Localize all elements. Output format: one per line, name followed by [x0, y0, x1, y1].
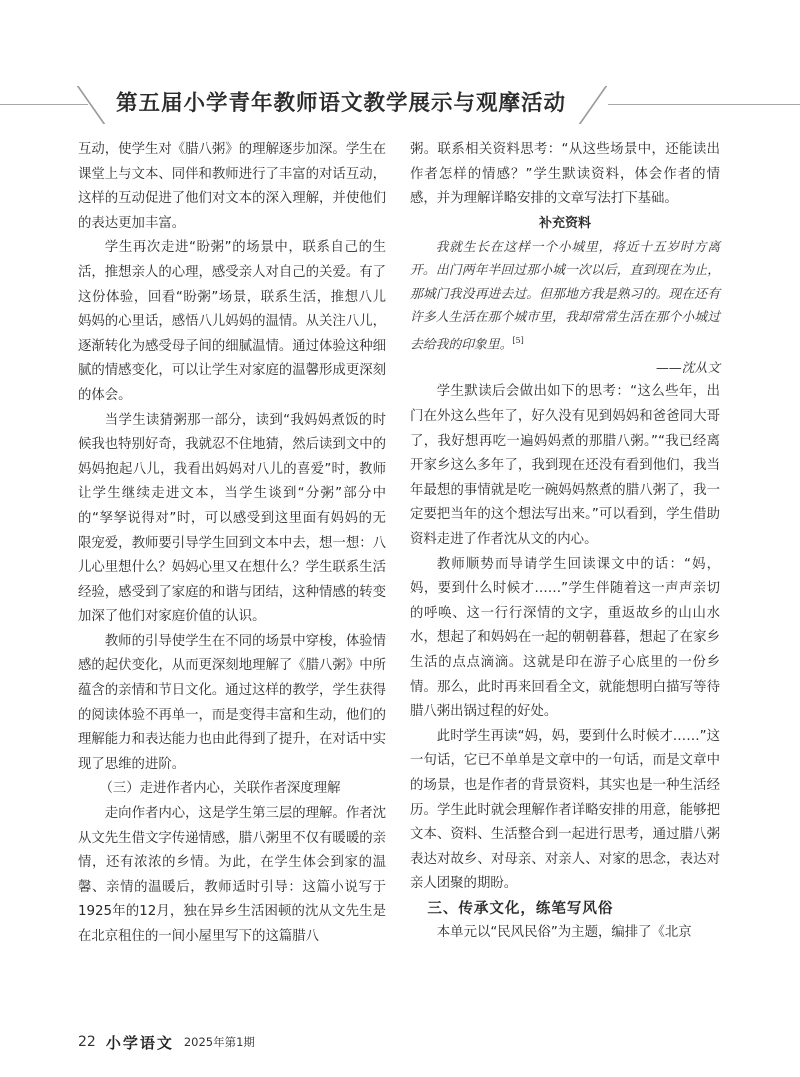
citation-marker: [5]: [512, 336, 524, 346]
body-paragraph: 教师顺势而导请学生回读课文中的话：“妈，妈，要到什么时候才……”学生伴随着这一声声亲切的呼唤、这一行行深情的文字，重返故乡的山山水水，想起了和妈妈在一起的朝朝暮暮，想起了在家乡生活的点点滴滴。这就是印在游子心底里的一份乡情。那么，此时再来回看全文，就能想明白描写等待腊八粥出锅过程的好处。: [410, 556, 720, 720]
header-banner: [0, 84, 800, 124]
supplement-quote-text: 我就生长在这样一个小城里，将近十五岁时方离开。出门两年半回过那小城一次以后，直到现在为止，那城门我没再进去过。但那地方我是熟习的。现在还有许多人生活在那个城市里，我却常常生活在那个小城过去给我的印象里。: [410, 239, 720, 353]
subsection-heading: （三）走进作者内心，关联作者深度理解: [99, 781, 341, 797]
body-paragraph: 教师的引导使学生在不同的场景中穿梭，体验情感的起伏变化，从而更深刻地理解了《腊八粥》中所蕴含的亲情和节日文化。通过这样的教学，学生获得的阅读体验不再单一，而是变得丰富和生动，他们的理解能力和表达能力也由此得到了提升，在对话中实现了思维的进阶。: [78, 633, 386, 772]
body-paragraph: 当学生读猜粥那一部分，读到“我妈妈煮饭的时候我也特别好奇，我就忍不住地猜，然后读到文中的妈妈抱起八儿，我看出妈妈对八儿的喜爱”时，教师让学生继续走进文本，当学生谈到“分粥”部分中的“孥孥说得对”时，可以感受到这里面有妈妈的无限宠爱，教师要引导学生回到文本中去，想一想：八儿心里想什么？妈妈心里又在想什么？学生联系生活经验，感受到了家庭的和谐与团结，这种情感的转变加深了他们对家庭价值的认识。: [78, 412, 386, 625]
body-paragraph: 学生默读后会做出如下的思考：“这么些年，出门在外这么些年了，好久没有见到妈妈和爸爸同大哥了，我好想再吃一遍妈妈煮的那腊八粥。”“我已经离开家乡这么多年了，我到现在还没有看到他们，我当年最想的事情就是吃一碗妈妈熬煮的腊八粥了，我一定要把当年的这个想法写出来。”可以看到，学生借助资料走进了作者沈从文的内心。: [410, 384, 720, 548]
left-column: [78, 138, 386, 950]
body-paragraph: 学生再次走进“盼粥”的场景中，联系自己的生活，推想亲人的心理，感受亲人对自己的关爱。有了这份体验，回看“盼粥”场景，联系生活，推想八儿妈妈的心里话，感悟八儿妈妈的温情。从关注八儿，逐渐转化为感受母子间的细腻温情。通过体验这种细腻的情感变化，可以让学生对家庭的温馨形成更深刻的体会。: [78, 240, 386, 403]
body-paragraph: 此时学生再读“妈，妈，要到什么时候才……”这一句话，它已不单单是文章中的一句话，而是文章中的场景，也是作者的背景资料，其实也是一种生活经历。学生此时就会理解作者详略安排的用意，能够把文本、资料、生活整合到一起进行思考，通过腊八粥表达对故乡、对母亲、对亲人、对家的思念，表达对亲人团聚的期盼。: [410, 728, 720, 892]
right-column: [410, 138, 720, 946]
issue-label: 2025年第1期: [183, 1035, 255, 1049]
page-footer: [78, 1030, 255, 1054]
body-paragraph: 本单元以“民风民俗”为主题，编排了《北京: [436, 924, 692, 940]
body-paragraph: 粥。联系相关资料思考：“从这些场景中，还能读出作者怎样的情感？”学生默读资料，体会作者的情感，并为理解详略安排的文章写法打下基础。: [410, 142, 720, 207]
section-heading: 三、传承文化，练笔写风俗: [427, 900, 614, 917]
body-paragraph: 互动，使学生对《腊八粥》的理解逐步加深。学生在课堂上与文本、同伴和教师进行了丰富的对话互动，这样的互动促进了他们对文本的深入理解，并使他们的表达更加丰富。: [78, 142, 386, 231]
page-number: 22: [78, 1034, 96, 1050]
body-paragraph: 走向作者内心，这是学生第三层的理解。作者沈从文先生借文字传递情感，腊八粥里不仅有暖暖的亲情，还有浓浓的乡情。为此，在学生体会到家的温馨、亲情的温暖后，教师适时引导：这篇小说写于1925年的12月，独在异乡生活困顿的沈从文先生是在北京租住的一间小屋里写下的这篇腊八: [78, 806, 386, 944]
supplement-title: 补充资料: [538, 215, 591, 231]
journal-logo: 小学语文: [105, 1033, 174, 1052]
supplement-quote: [410, 236, 720, 357]
page-header-title: 第五届小学青年教师语文教学展示与观摩活动: [116, 91, 567, 116]
supplement-author: ——沈从文: [656, 361, 720, 377]
